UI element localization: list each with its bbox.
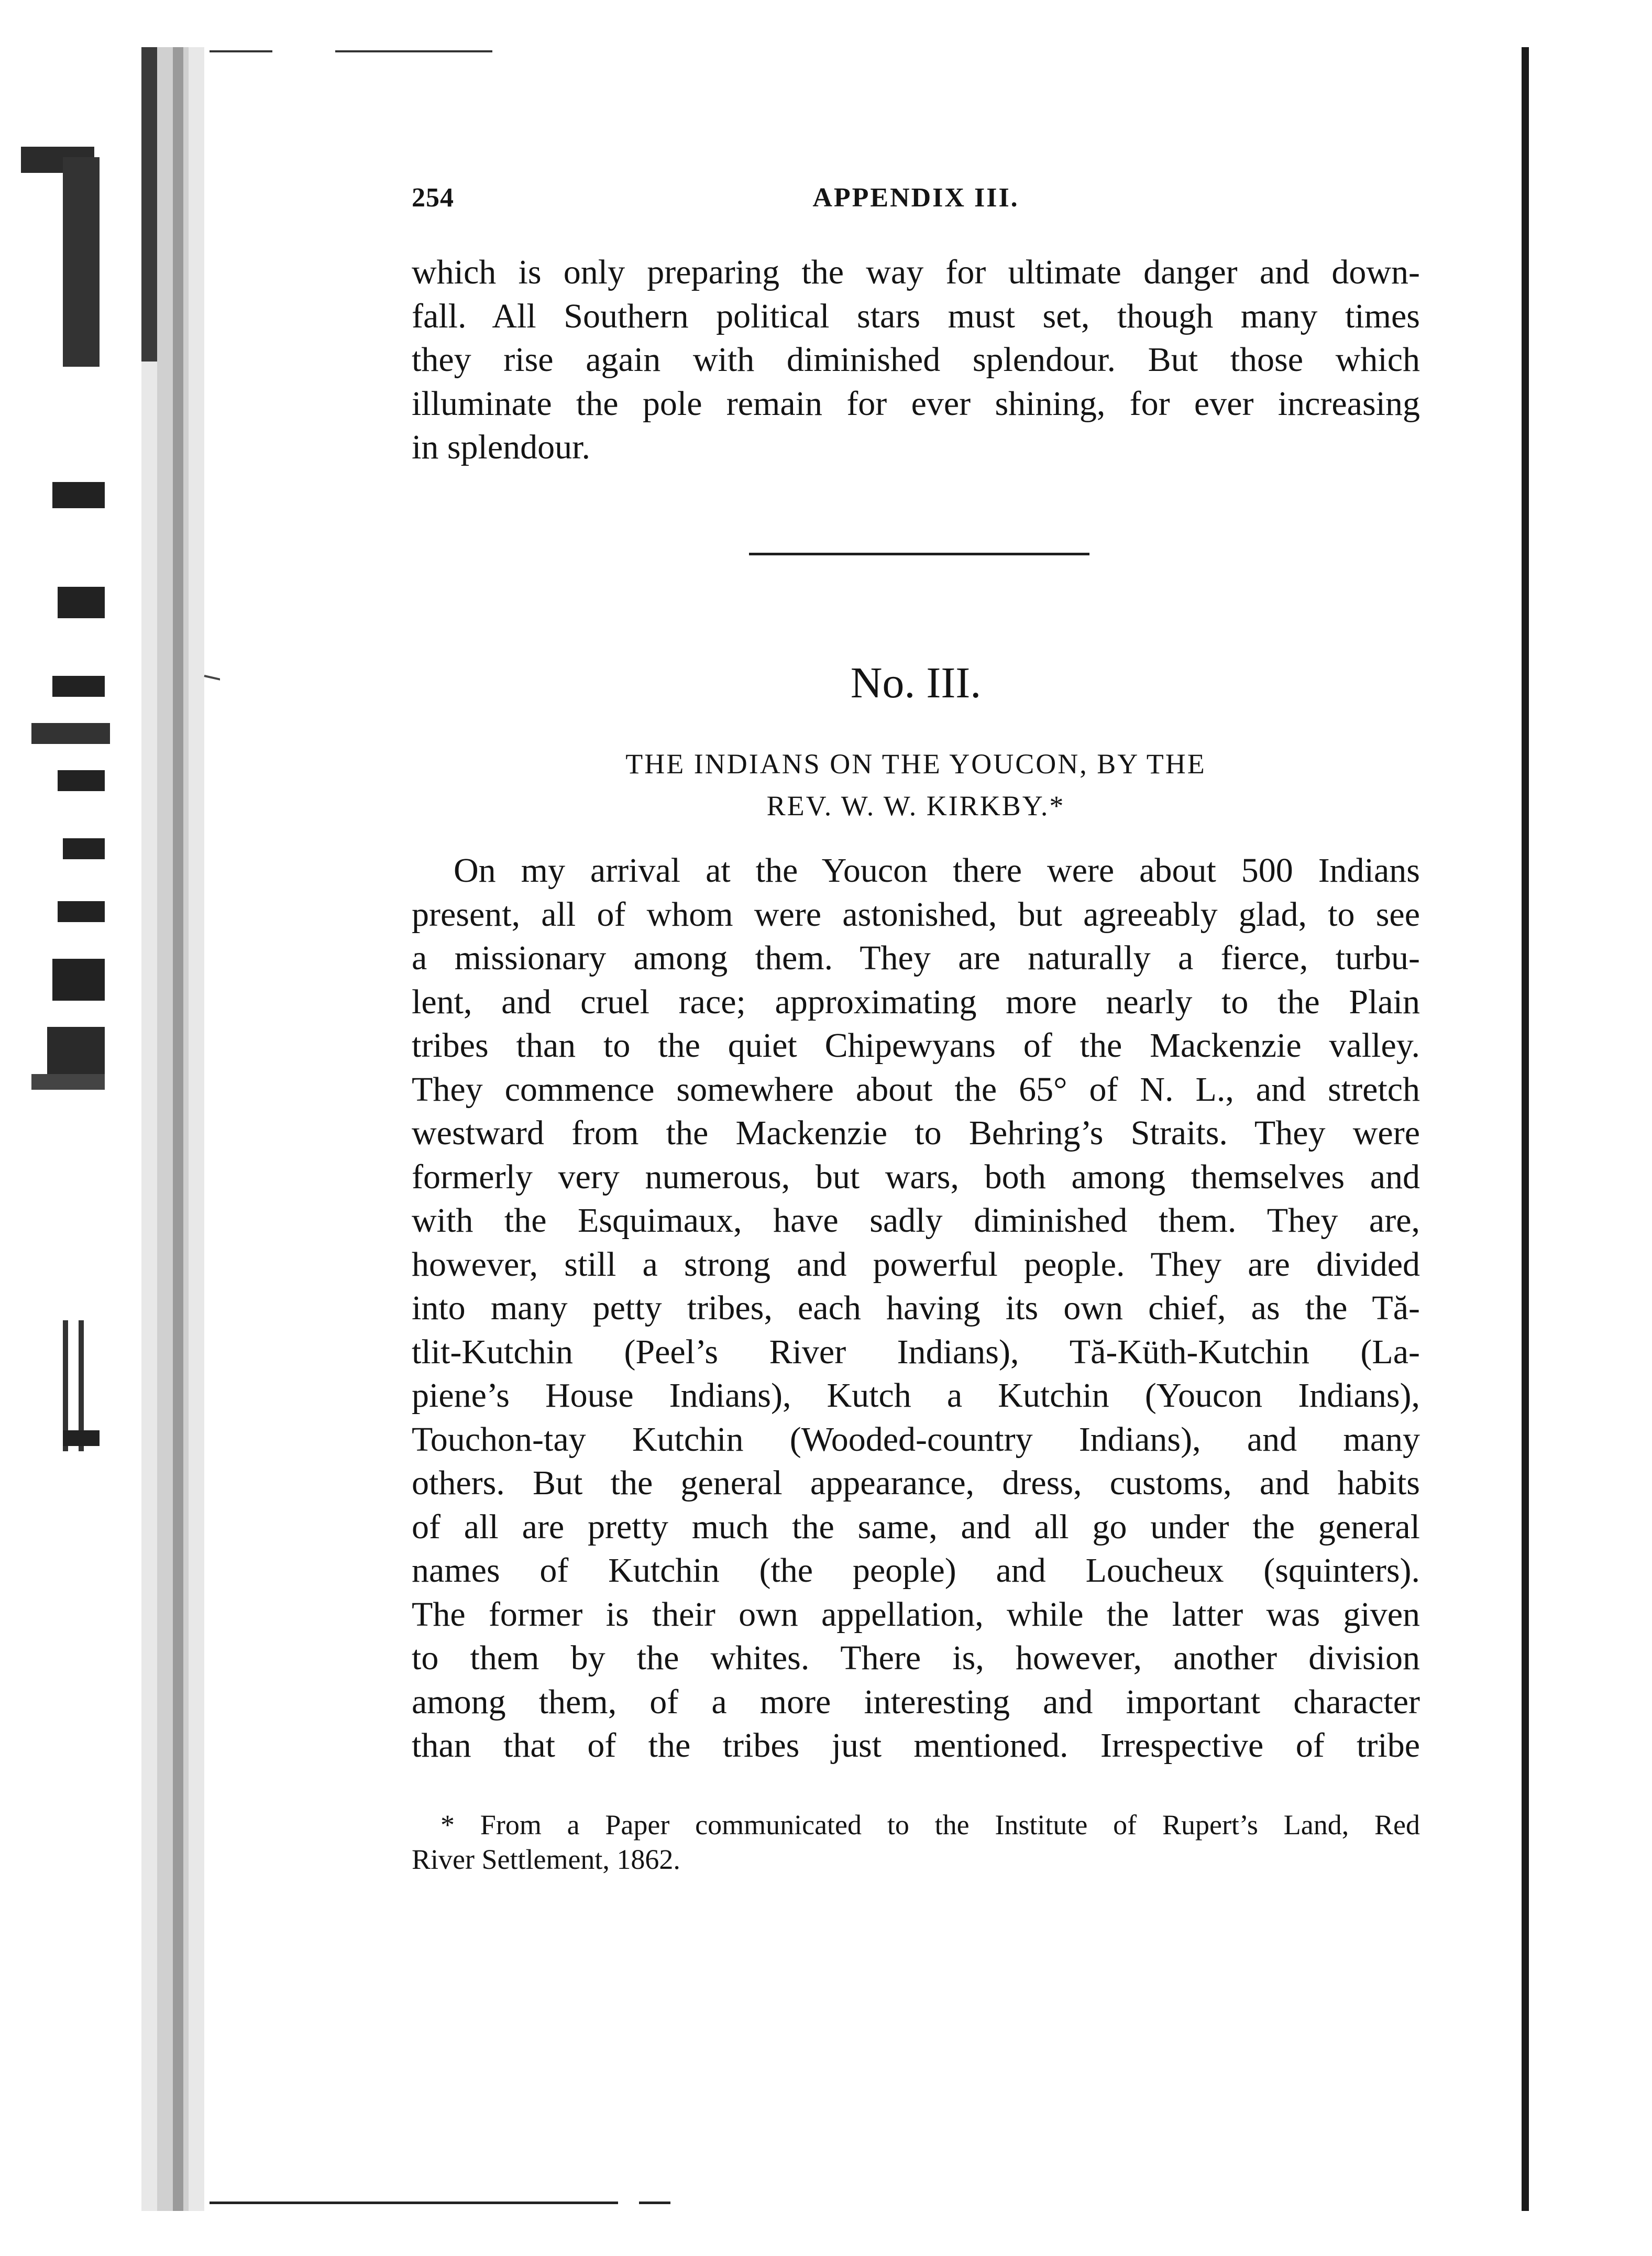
text-line: piene’s House Indians), Kutch a Kutchin (Youcon Indians), — [412, 1376, 1420, 1415]
text-line: On my arrival at the Youcon there were about 500 Indians — [454, 851, 1420, 890]
top-edge-mark — [210, 50, 272, 52]
right-margin-rule — [1522, 47, 1529, 2211]
footnote-line: River Settlement, 1862. — [412, 1844, 680, 1875]
text-line: than that of the tribes just mentioned. Irrespective of tribe — [412, 1726, 1420, 1765]
text-line: which is only preparing the way for ultimate danger and down- — [412, 253, 1420, 291]
text-line: tlit-Kutchin (Peel’s River Indians), Tă-Küth-Kutchin (La- — [412, 1332, 1420, 1371]
text-line: The former is their own appellation, while the latter was given — [412, 1595, 1420, 1634]
section-title-line: REV. W. W. KIRKBY.* — [766, 790, 1065, 822]
page-number: 254 — [412, 183, 454, 213]
text-line: in splendour. — [412, 428, 590, 466]
text-line: Touchon-tay Kutchin (Wooded-country Indians), and many — [412, 1420, 1420, 1459]
section-divider — [749, 553, 1089, 555]
section-number: No. III. — [850, 659, 982, 707]
page-header — [412, 182, 1420, 224]
section-title — [412, 743, 1420, 827]
text-line: illuminate the pole remain for ever shining, for ever increasing — [412, 384, 1420, 423]
text-line: with the Esquimaux, have sadly diminished them. They are, — [412, 1201, 1420, 1240]
text-line: others. But the general appearance, dress, customs, and habits — [412, 1464, 1420, 1502]
binding-shadow — [0, 0, 220, 2256]
text-line: a missionary among them. They are naturally a fierce, turbu- — [412, 939, 1420, 977]
text-line: among them, of a more interesting and important character — [412, 1682, 1420, 1721]
bottom-edge-mark — [210, 2202, 618, 2204]
text-line: into many petty tribes, each having its own chief, as the Tă- — [412, 1289, 1420, 1327]
text-line: They commence somewhere about the 65° of N. L., and stretch — [412, 1070, 1420, 1109]
text-line: formerly very numerous, but wars, both among themselves and — [412, 1157, 1420, 1196]
body-paragraph — [412, 849, 1420, 1768]
text-line: names of Kutchin (the people) and Loucheux (squinters). — [412, 1551, 1420, 1590]
running-head: APPENDIX III. — [812, 183, 1019, 213]
text-line: lent, and cruel race; approximating more nearly to the Plain — [412, 982, 1420, 1021]
section-title-line: THE INDIANS ON THE YOUCON, BY THE — [625, 748, 1206, 780]
text-line: of all are pretty much the same, and all go under the general — [412, 1507, 1420, 1546]
footnote-line: * From a Paper communicated to the Institute of Rupert’s Land, Red — [440, 1809, 1420, 1841]
text-line: present, all of whom were astonished, but agreeably glad, to see — [412, 895, 1420, 934]
footnote — [412, 1808, 1420, 1877]
text-line: however, still a strong and powerful people. They are divided — [412, 1245, 1420, 1284]
text-line: westward from the Mackenzie to Behring’s Straits. They were — [412, 1114, 1420, 1152]
bottom-edge-mark — [639, 2202, 670, 2204]
text-line: they rise again with diminished splendour. But those which — [412, 341, 1420, 379]
continued-paragraph — [412, 250, 1420, 469]
text-line: fall. All Southern political stars must set, though many times — [412, 297, 1420, 335]
top-edge-mark — [335, 50, 492, 52]
text-line: to them by the whites. There is, however, another division — [412, 1639, 1420, 1677]
text-line: tribes than to the quiet Chipewyans of the Mackenzie valley. — [412, 1026, 1420, 1065]
